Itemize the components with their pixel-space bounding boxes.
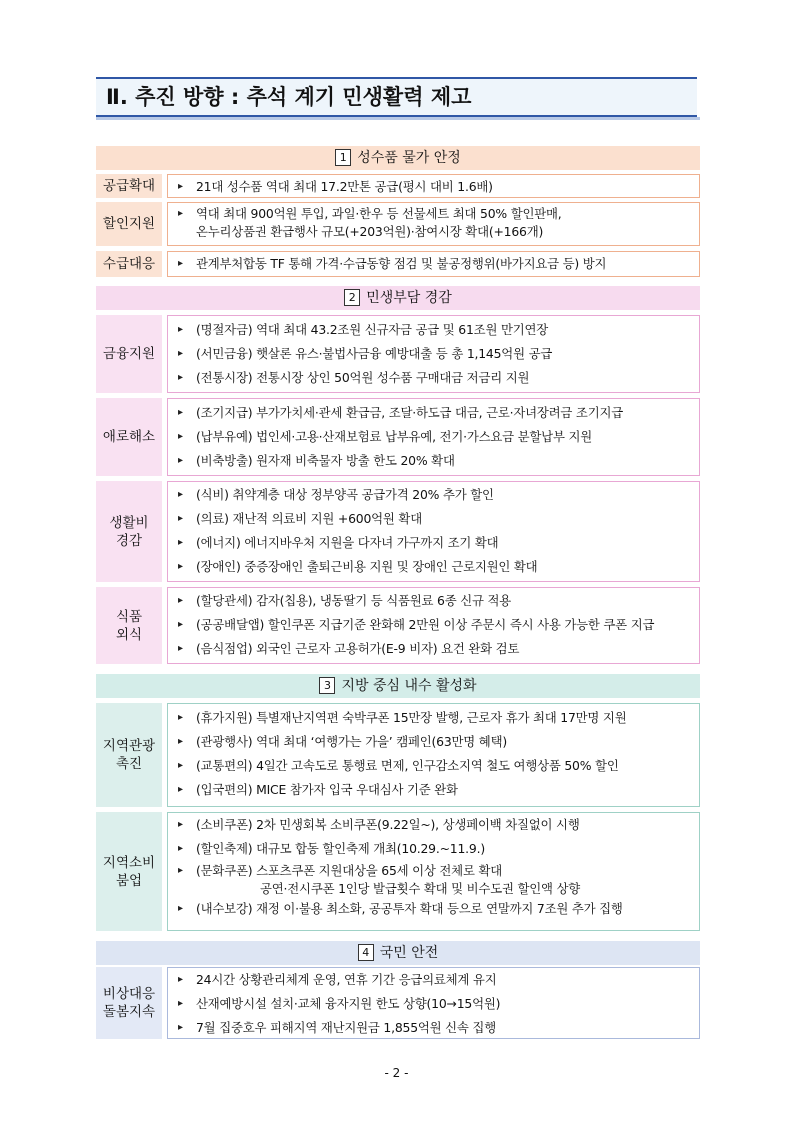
bullet-item: ▸ (할당관세) 감자(칩용), 냉동딸기 등 식품원료 6종 신규 적용 [178,589,691,613]
row-content [167,967,700,1039]
row-content [167,481,700,582]
row-content [167,202,700,246]
bullet-item: ▸ (소비쿠폰) 2차 민생회복 소비쿠폰(9.22일~), 상생페이백 차질없이 시행 [178,813,691,837]
label-line: 경감 [115,532,143,549]
bullet-item: ▸ (의료) 재난적 의료비 지원 +600억원 확대 [178,507,691,531]
bullet-item: ▸ (내수보강) 재정 이·불용 최소화, 공공투자 확대 등으로 연말까지 7조원 추가 집행 [178,897,691,921]
continuation-line: 공연·전시쿠폰 1인당 발급횟수 확대 및 비수도권 할인액 상향 [260,881,581,896]
section-heading: 국민 안전 [379,945,439,961]
row-content [167,398,700,476]
section-number: 3 [319,677,335,694]
bullet-item: ▸ (할인축제) 대규모 합동 할인축제 개최(10.29.~11.9.) [178,837,691,861]
row-label [96,587,162,664]
bullet-item: ▸ (교통편의) 4일간 고속도로 통행료 면제, 인구감소지역 철도 여행상품 50% 할인 [178,754,691,778]
label-line: 촉진 [115,756,143,772]
section-header-1 [96,146,700,170]
row-content [167,587,700,664]
row-label: 애로해소 [96,398,162,476]
row-label: 수급대응 [96,251,162,277]
continuation-line: 온누리상품권 환급행사 규모(+203억원)·참여시장 확대(+166개) [196,224,544,239]
bullet-item: ▸ (명절자금) 역대 최대 43.2조원 신규자금 공급 및 61조원 만기연장 [178,318,691,342]
bullet-item: ▸ (휴가지원) 특별재난지역편 숙박쿠폰 15만장 발행, 근로자 휴가 최대 17만명 지원 [178,706,691,730]
bullet-item: ▸ 산재예방시설 설치·교체 융자지원 한도 상향(10→15억원) [178,992,691,1016]
row-label [96,812,162,931]
page-title-text: Ⅱ. 추진 방향 : 추석 계기 민생활력 제고 [106,85,472,109]
section-number: 2 [344,289,360,306]
row-label: 할인지원 [96,202,162,246]
page-title [96,77,697,117]
title-shadow [96,117,700,120]
row-content [167,315,700,393]
bullet-item: ▸ (에너지) 에너지바우처 지원을 다자녀 가구까지 조기 확대 [178,531,691,555]
bullet-item: ▸ (전통시장) 전통시장 상인 50억원 성수품 구매대금 저금리 지원 [178,366,691,390]
page-number: - 2 - [384,1066,409,1080]
row-content [167,251,700,277]
bullet-item: ▸ 21대 성수품 역대 최대 17.2만톤 공급(평시 대비 1.6배) [178,175,691,199]
row-content [167,174,700,198]
label-line: 지역소비 [102,854,156,871]
bullet-item: ▸ (문화쿠폰) 스포츠쿠폰 지원대상을 65세 이상 전체로 확대 [178,861,691,880]
section-heading: 성수품 물가 안정 [357,150,461,166]
bullet-item: ▸ 관계부처합동 TF 통해 가격·수급동향 점검 및 불공정행위(바가지요금 등) 방지 [178,252,691,276]
bullet-item: ▸ (서민금융) 햇살론 유스·불법사금융 예방대출 등 총 1,145억원 공급 [178,342,691,366]
label-line: 비상대응 [102,986,156,1002]
section-header-3 [96,674,700,698]
section-header-2 [96,286,700,310]
bullet-item: ▸ (조기지급) 부가가치세·관세 환급금, 조달·하도급 대금, 근로·자녀장려금 조기지급 [178,401,691,425]
section-number: 4 [358,944,374,961]
label-line: 생활비 [109,514,149,531]
row-content [167,812,700,931]
row-label [96,481,162,582]
row-content [167,703,700,807]
bullet-item: ▸ (공공배달앱) 할인쿠폰 지급기준 완화해 2만원 이상 주문시 즉시 사용 가능한 쿠폰 지급 [178,613,691,637]
bullet-item: ▸ (식비) 취약계층 대상 정부양곡 공급가격 20% 추가 할인 [178,483,691,507]
section-heading: 민생부담 경감 [366,290,452,306]
bullet-item: ▸ (관광행사) 역대 최대 ‘여행가는 가을’ 캠페인(63만명 혜택) [178,730,691,754]
label-line: 지역관광 [102,738,156,754]
label-line: 식품 [115,608,143,625]
section-number: 1 [335,149,351,166]
bullet-item: ▸ (음식점업) 외국인 근로자 고용허가(E-9 비자) 요건 완화 검토 [178,637,691,661]
label-line: 외식 [115,626,143,643]
row-label [96,703,162,807]
bullet-item: ▸ (비축방출) 원자재 비축물자 방출 한도 20% 확대 [178,449,691,473]
label-line: 돌봄지속 [102,1004,156,1020]
row-label: 금융지원 [96,315,162,393]
row-label: 공급확대 [96,174,162,198]
label-line: 붐업 [115,872,143,889]
section-header-4 [96,941,700,965]
bullet-item: ▸ (납부유예) 법인세·고용·산재보험료 납부유예, 전기·가스요금 분할납부 지원 [178,425,691,449]
bullet-item: ▸ (장애인) 중증장애인 출퇴근비용 지원 및 장애인 근로지원인 확대 [178,555,691,579]
row-label [96,967,162,1039]
section-heading: 지방 중심 내수 활성화 [341,678,477,694]
bullet-item: ▸ 역대 최대 900억원 투입, 과일·한우 등 선물세트 최대 50% 할인판매, [178,204,691,223]
bullet-item: ▸ 24시간 상황관리체계 운영, 연휴 기간 응급의료체계 유지 [178,968,691,992]
bullet-item: ▸ 7월 집중호우 피해지역 재난지원금 1,855억원 신속 집행 [178,1016,691,1040]
bullet-item: ▸ (입국편의) MICE 참가자 입국 우대심사 기준 완화 [178,778,691,802]
